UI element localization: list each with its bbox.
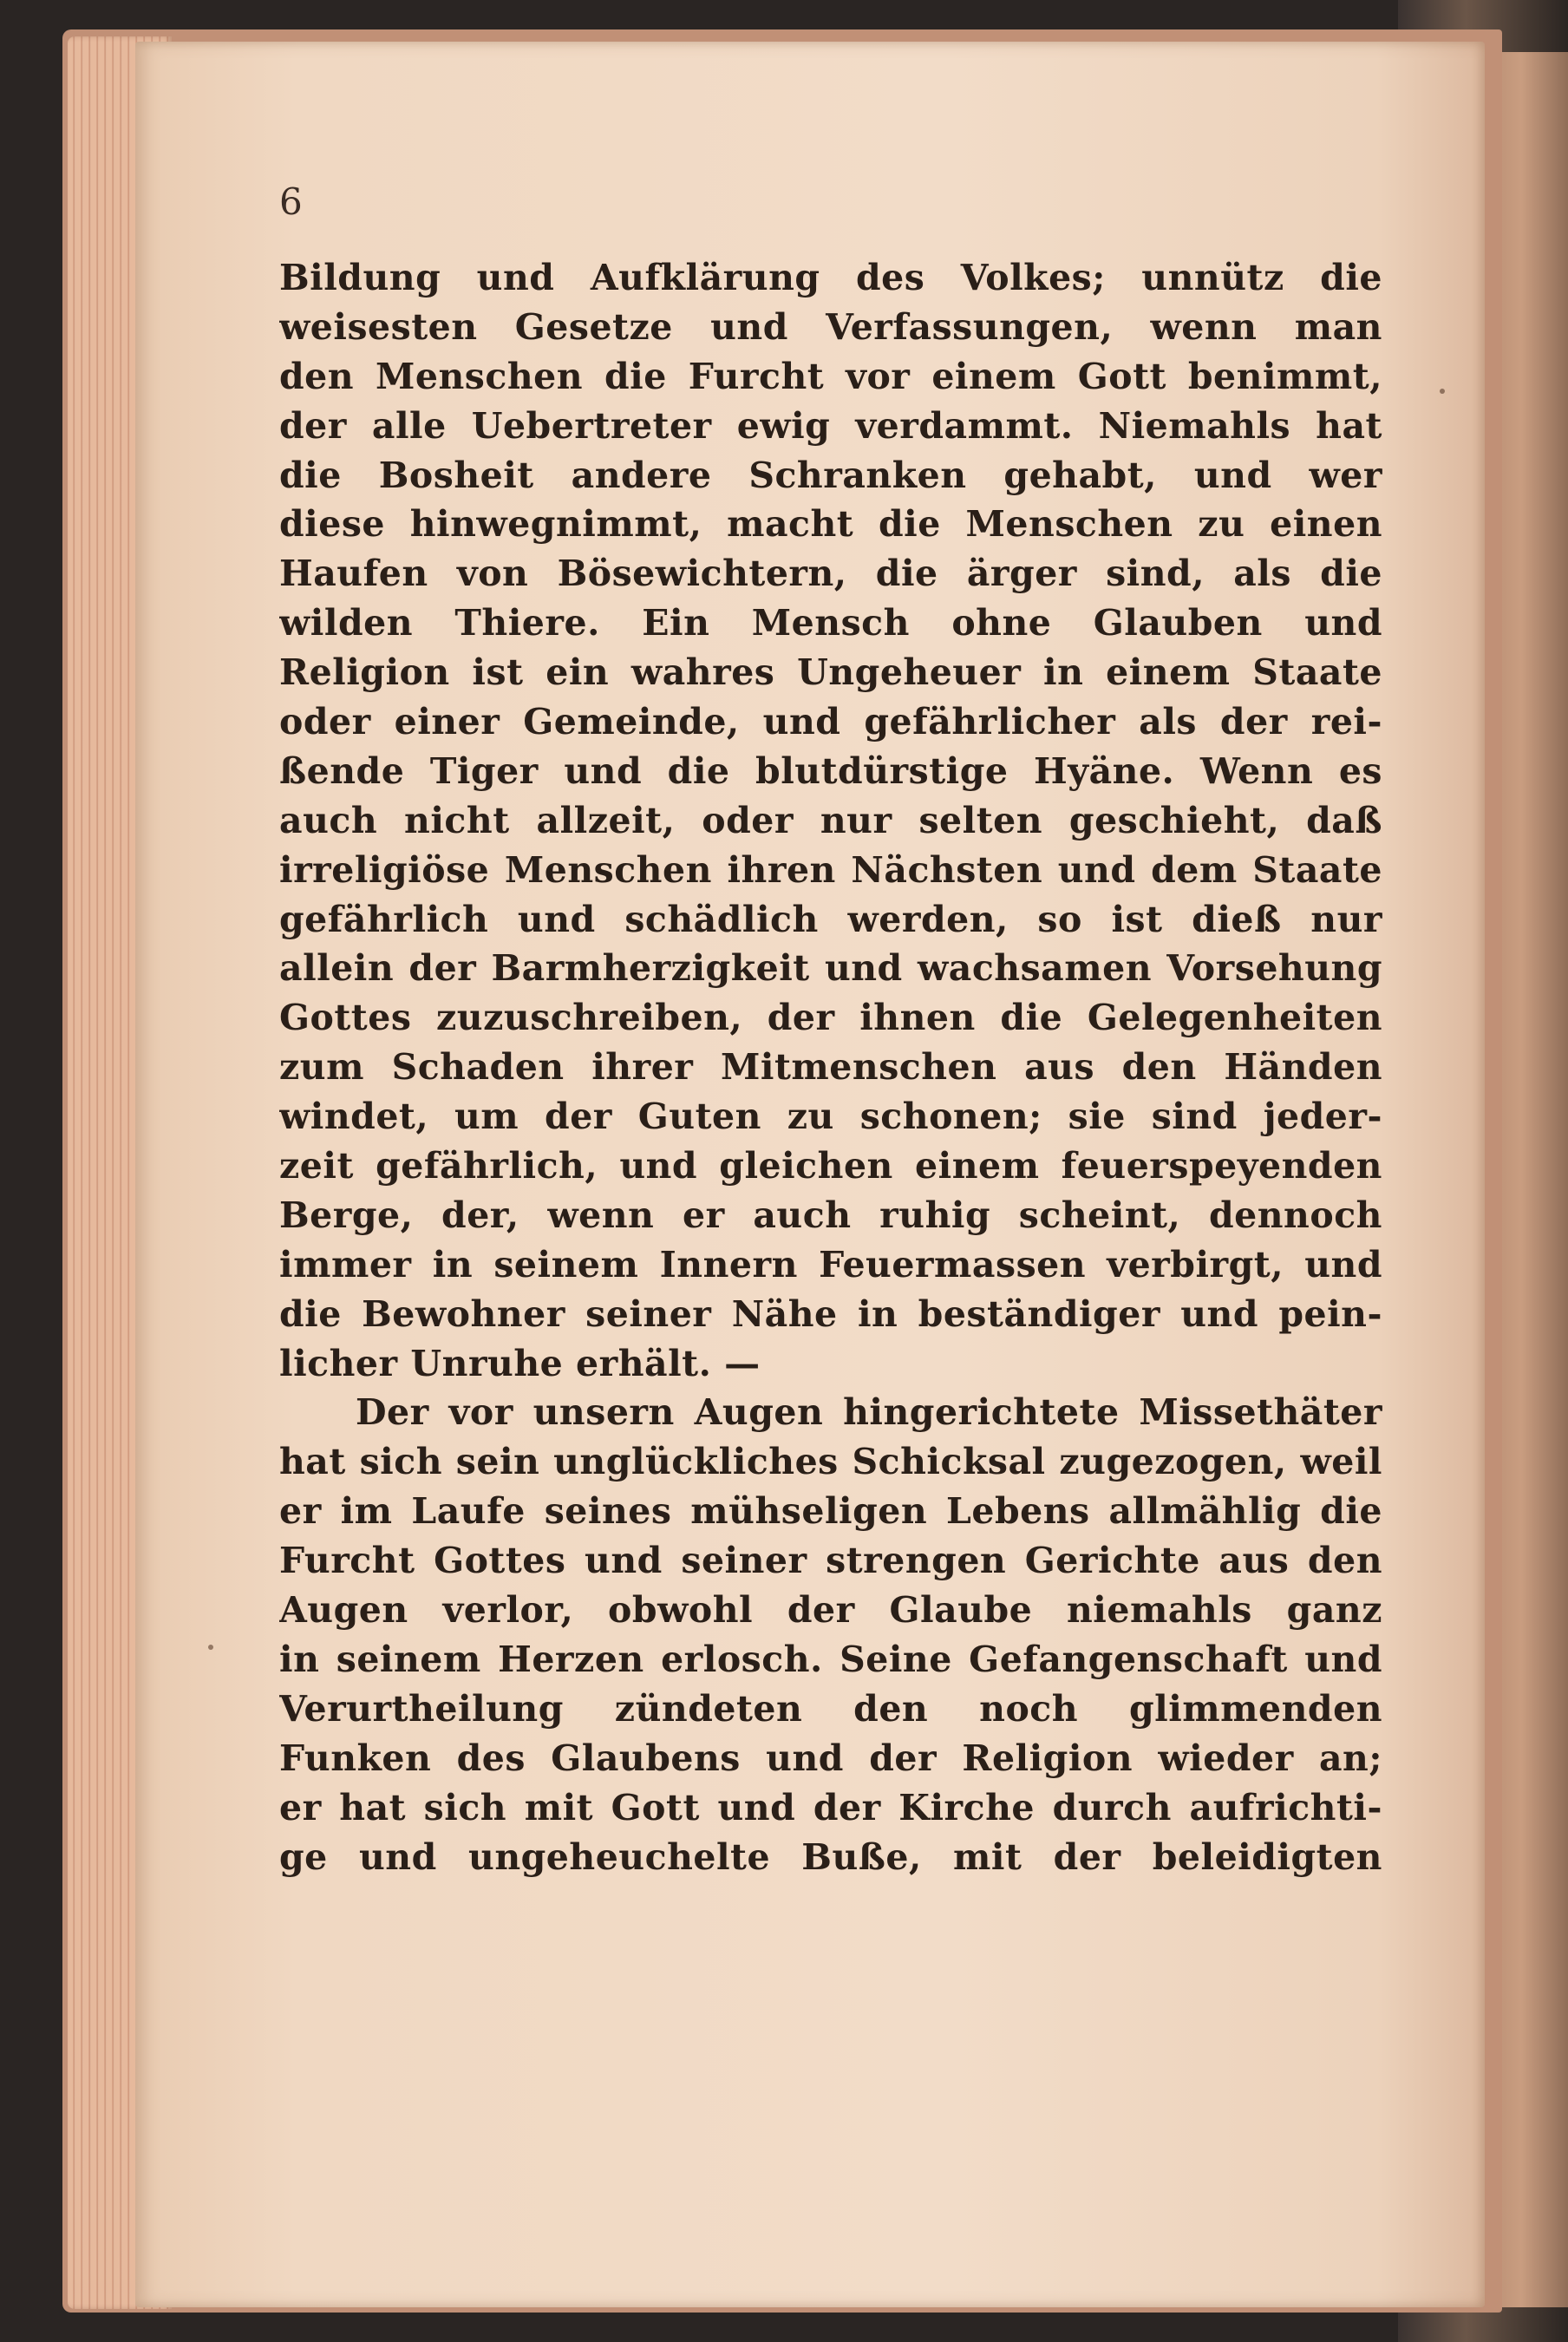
text-line: der alle Uebertreter ewig verdammt. Niemahls hat	[279, 404, 1382, 447]
text-line: immer in seinem Innern Feuermassen verbirgt, und	[279, 1243, 1382, 1285]
text-line: er hat sich mit Gott und der Kirche durch aufrichti-	[279, 1786, 1382, 1828]
text-line: windet, um der Guten zu schonen; sie sind jeder-	[279, 1096, 1382, 1138]
body-text	[279, 253, 1382, 1881]
text-line: zeit gefährlich, und gleichen einem feuerspeyenden	[279, 1145, 1382, 1187]
paragraph-first-line: Der vor unsern Augen hingerichtete Missethäter	[356, 1391, 1382, 1434]
text-line: Funken des Glaubens und der Religion wieder an;	[279, 1737, 1382, 1779]
text-line: die Bewohner seiner Nähe in beständiger und pein-	[279, 1292, 1382, 1335]
text-line: Berge, der, wenn er auch ruhig scheint, dennoch	[279, 1194, 1382, 1236]
text-line: Furcht Gottes und seiner strengen Gerichte aus den	[279, 1540, 1382, 1582]
text-line: den Menschen die Furcht vor einem Gott benimmt,	[279, 355, 1382, 397]
text-line: er im Laufe seines mühseligen Lebens allmählig die	[279, 1490, 1382, 1533]
text-line: diese hinwegnimmt, macht die Menschen zu einen	[279, 503, 1382, 546]
text-line: oder einer Gemeinde, und gefährlicher als der rei-	[279, 701, 1382, 743]
text-line: Verurtheilung zündeten den noch glimmenden	[279, 1687, 1382, 1730]
text-line: zum Schaden ihrer Mitmenschen aus den Händen	[279, 1046, 1382, 1089]
text-line: allein der Barmherzigkeit und wachsamen Vorsehung	[279, 947, 1382, 990]
text-line: weisesten Gesetze und Verfassungen, wenn man	[279, 305, 1382, 348]
text-line: Religion ist ein wahres Ungeheuer in einem Staate	[279, 651, 1382, 694]
text-line: ge und ungeheuchelte Buße, mit der beleidigten	[279, 1835, 1382, 1878]
text-line: licher Unruhe erhält. —	[279, 1342, 761, 1384]
text-line: Gottes zuzuschreiben, der ihnen die Gelegenheiten	[279, 997, 1382, 1039]
text-line: in seinem Herzen erlosch. Seine Gefangenschaft und	[279, 1638, 1382, 1680]
paper-speck	[208, 1645, 213, 1650]
text-line: Bildung und Aufklärung des Volkes; unnütz die	[279, 257, 1382, 298]
text-line: Augen verlor, obwohl der Glaube niemahls ganz	[279, 1589, 1382, 1632]
text-line: ßende Tiger und die blutdürstige Hyäne. Wenn es	[279, 749, 1382, 792]
text-line: irreligiöse Menschen ihren Nächsten und dem Staate	[279, 848, 1382, 891]
text-line: wilden Thiere. Ein Mensch ohne Glauben und	[279, 602, 1382, 644]
text-line: Haufen von Bösewichtern, die ärger sind, als die	[279, 553, 1382, 595]
text-line: die Bosheit andere Schranken gehabt, und wer	[279, 454, 1382, 496]
text-line: gefährlich und schädlich werden, so ist dieß nur	[279, 898, 1382, 940]
page-number: 6	[279, 180, 303, 223]
text-line: auch nicht allzeit, oder nur selten geschieht, daß	[279, 799, 1382, 841]
text-line: hat sich sein unglückliches Schicksal zugezogen, weil	[279, 1441, 1382, 1483]
paper-speck	[1440, 389, 1445, 394]
